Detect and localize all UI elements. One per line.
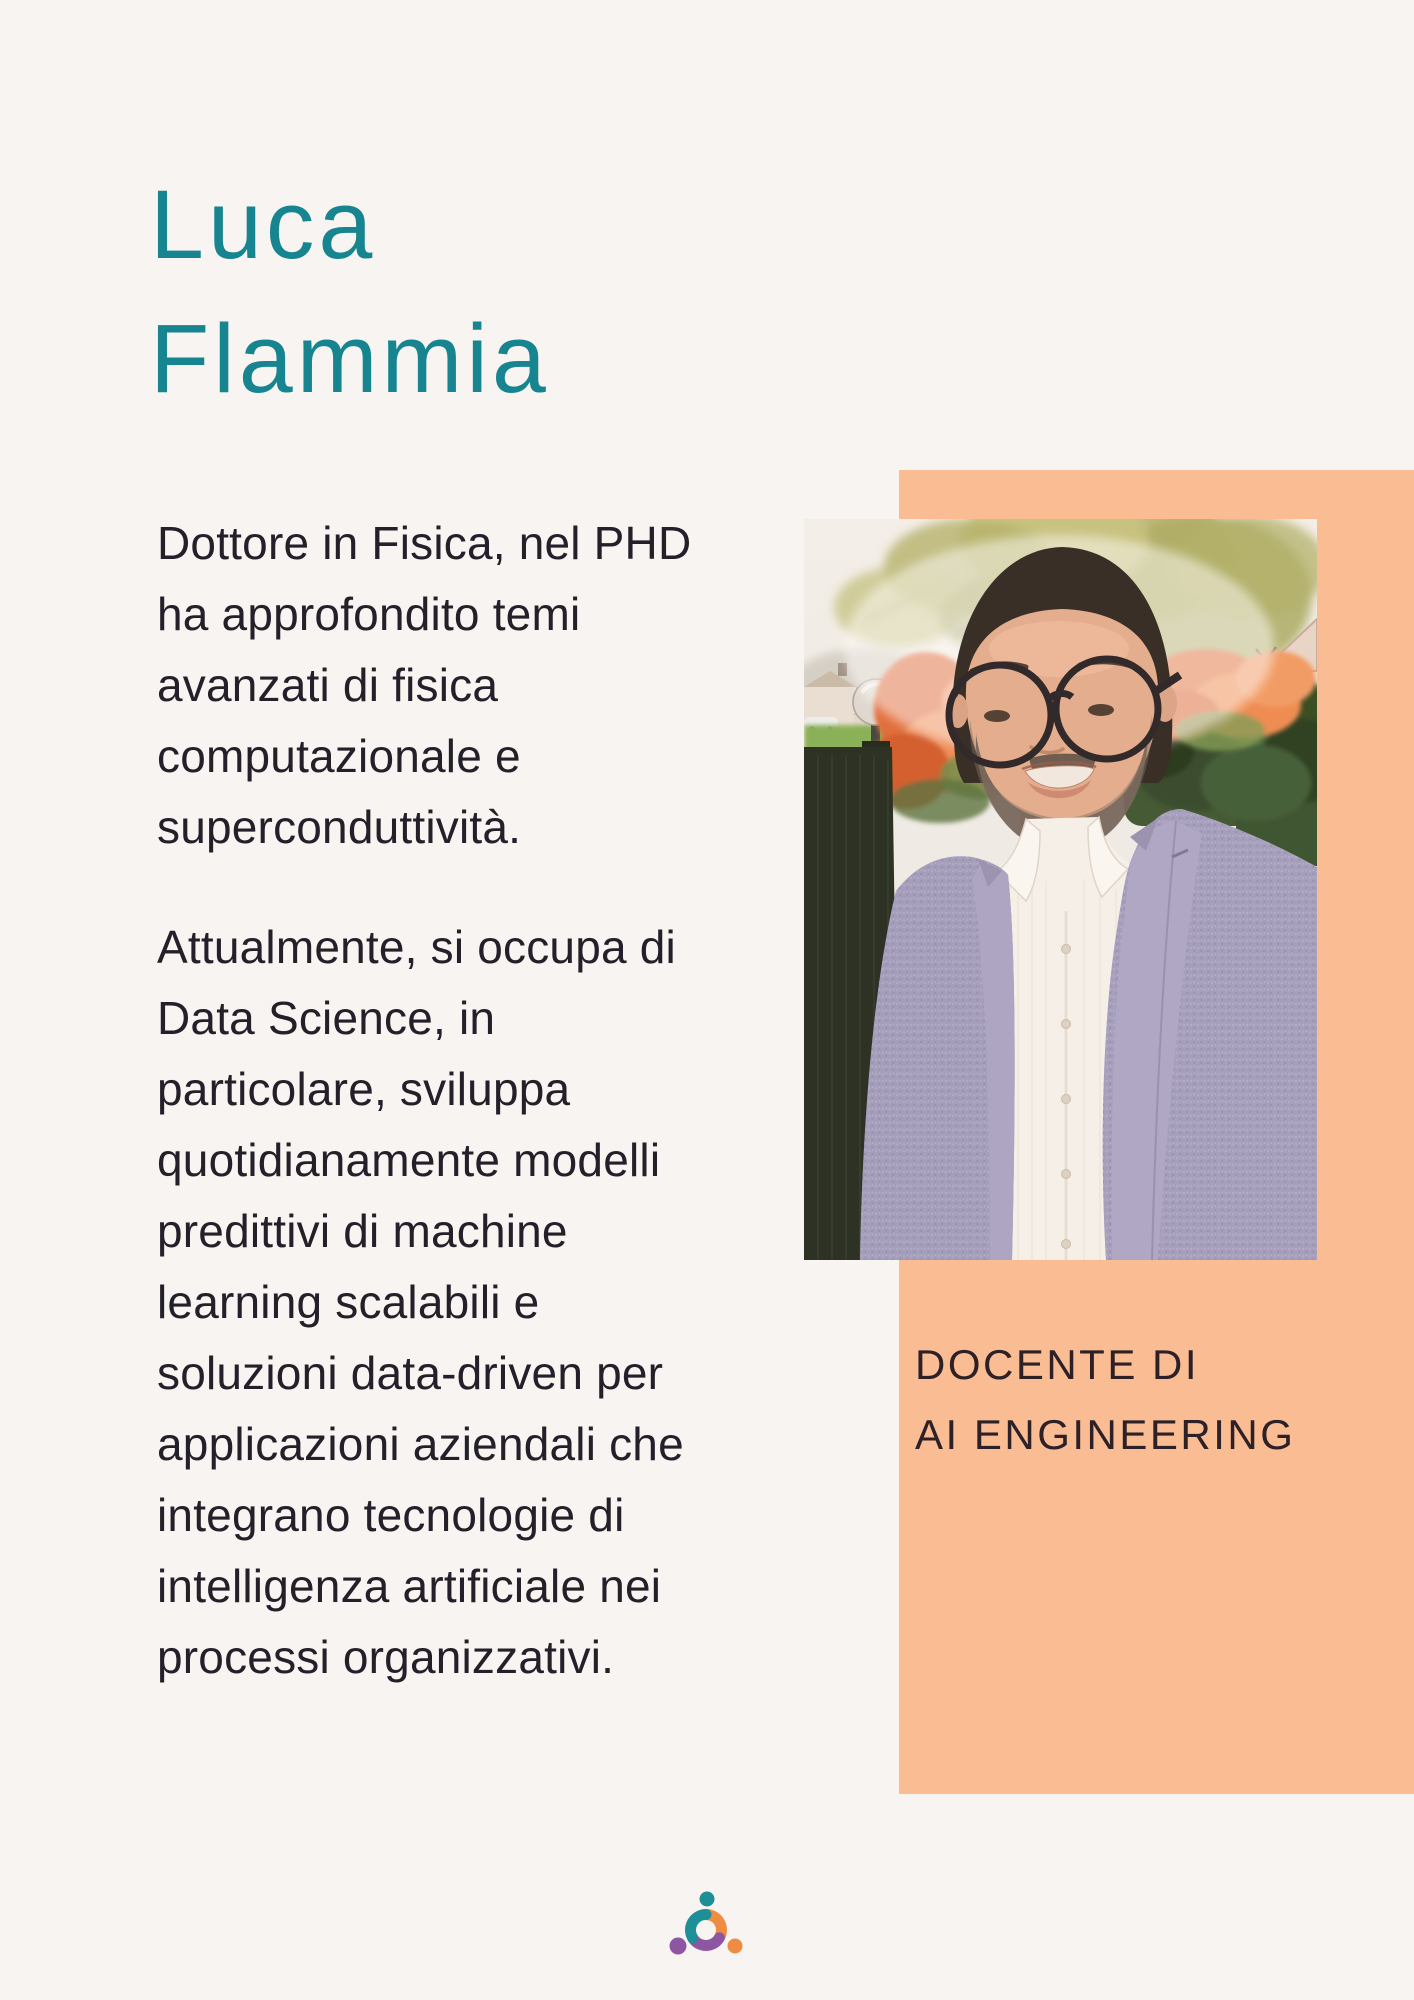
title-last-name: Flammia	[150, 304, 550, 413]
page-title	[150, 158, 550, 426]
text-line: soluzioni data-driven per	[157, 1347, 664, 1399]
text-line: Data Science, in	[157, 992, 496, 1044]
logo-dot-purple	[670, 1938, 687, 1955]
text-line: integrano tecnologie di	[157, 1489, 625, 1541]
bio-paragraph-1	[157, 508, 691, 863]
bio-paragraph-2	[157, 912, 691, 1693]
profile-photo	[804, 519, 1317, 1260]
logo-arc-teal	[685, 1913, 713, 1938]
role-line-2: AI ENGINEERING	[915, 1411, 1296, 1458]
text-line: predittivi di machine	[157, 1205, 568, 1257]
logo-dot-teal	[700, 1892, 715, 1907]
text-line: intelligenza artificiale nei	[157, 1560, 662, 1612]
text-line: Dottore in Fisica, nel PHD	[157, 517, 692, 569]
text-line: ha approfondito temi	[157, 588, 581, 640]
text-line: avanzati di fisica	[157, 659, 499, 711]
text-line: quotidianamente modelli	[157, 1134, 661, 1186]
text-line: Attualmente, si occupa di	[157, 921, 676, 973]
warm-tint	[804, 519, 1317, 1260]
bio-text	[157, 508, 691, 1693]
text-line: computazionale e	[157, 730, 521, 782]
title-first-name: Luca	[150, 170, 377, 279]
role-line-1: DOCENTE DI	[915, 1341, 1200, 1388]
logo-dot-orange	[728, 1939, 743, 1954]
photo-illustration	[804, 519, 1317, 1260]
text-line: processi organizzativi.	[157, 1631, 615, 1683]
text-line: particolare, sviluppa	[157, 1063, 571, 1115]
text-line: learning scalabili e	[157, 1276, 540, 1328]
brand-logo-icon	[661, 1889, 753, 1965]
text-line: applicazioni aziendali che	[157, 1418, 684, 1470]
role-caption	[915, 1330, 1295, 1470]
text-line: superconduttività.	[157, 801, 522, 853]
